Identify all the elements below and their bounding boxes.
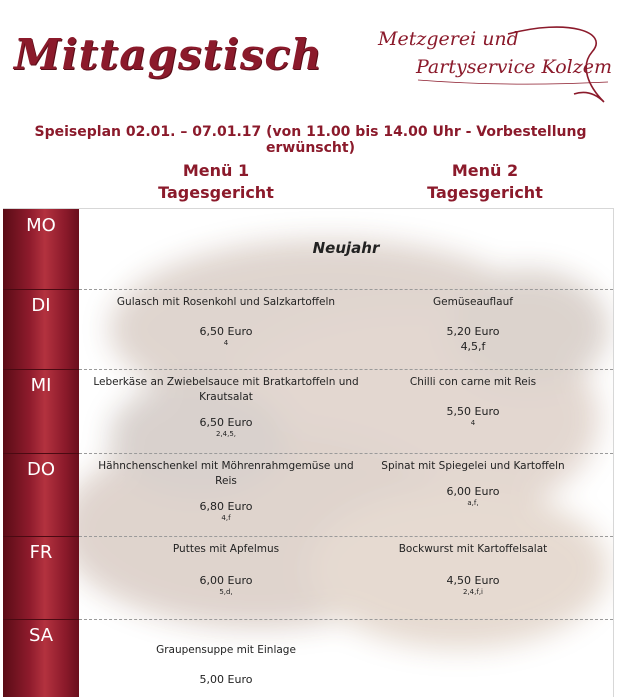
row-divider [79,453,613,454]
row-divider [79,369,613,370]
menu-2-cell [348,459,598,508]
menu-1-header [96,160,336,204]
logo-line-1: Metzgerei und [378,28,519,50]
dish-name: Leberkäse an Zwiebelsauce mit Bratkartoffeln und Krautsalat [93,376,359,403]
day-row-friday [3,536,613,619]
dish-price: 6,00 Euro [446,485,500,498]
menu-1-cell [91,459,361,523]
day-label: SA [28,625,54,646]
day-label: DO [26,459,56,480]
allergen-codes: 2,4,5, [215,430,237,438]
menu-2-cell [348,542,598,597]
menu-2-name: Menü 2 [451,161,519,180]
holiday-label: Neujahr [312,239,380,257]
page-title: Mittagstisch [14,30,323,79]
menu-2-cell [348,295,598,354]
day-row-tuesday [3,289,613,369]
day-row-monday [3,209,613,289]
dish-name: Gulasch mit Rosenkohl und Salzkartoffeln [116,296,336,308]
menu-table [3,208,614,697]
allergen-codes: a,f, [467,499,479,507]
allergen-codes: 4 [223,339,229,347]
day-label: MI [30,375,52,396]
row-divider [79,289,613,290]
dish-name: Hähnchenschenkel mit Möhrenrahmgemüse und Reis [98,460,354,487]
menu-1-cell [91,643,361,687]
menu-1-cell [91,295,361,348]
dish-price: 6,50 Euro [199,416,253,429]
day-label: DI [31,295,51,316]
dish-price: 6,50 Euro [199,325,253,338]
allergen-codes: 5,d, [219,588,233,596]
dish-name: Chilli con carne mit Reis [409,376,537,388]
day-label: FR [29,542,53,563]
menu-2-cell [348,375,598,428]
dish-name: Puttes mit Apfelmus [172,543,280,555]
row-divider [79,536,613,537]
dish-price: 5,00 Euro [199,673,253,686]
menu-1-type: Tagesgericht [158,183,274,202]
dish-name: Graupensuppe mit Einlage [156,644,296,656]
allergen-codes: 4 [470,419,476,427]
day-row-thursday [3,453,613,536]
dish-name: Spinat mit Spiegelei und Kartoffeln [381,460,565,472]
menu-1-name: Menü 1 [182,161,250,180]
dish-name: Gemüseauflauf [433,296,513,308]
day-row-wednesday [3,369,613,453]
dish-price: 5,50 Euro [446,405,500,418]
menu-2-type: Tagesgericht [427,183,543,202]
menu-1-cell [91,542,361,597]
allergen-codes: 4,f [221,514,231,522]
dish-name: Bockwurst mit Kartoffelsalat [398,543,548,555]
logo-line-2: Partyservice Kolzem [416,56,612,78]
dish-price: 6,80 Euro [199,500,253,513]
dish-price: 4,50 Euro [446,574,500,587]
dish-price: 5,20 Euro [446,325,500,338]
row-divider [79,619,613,620]
menu-subtitle: Speiseplan 02.01. – 07.01.17 (von 11.00 bis 14.00 Uhr - Vorbestellung erwünscht) [34,124,587,156]
menu-2-header [365,160,605,204]
menu-1-cell [91,375,361,439]
day-row-saturday [3,619,613,697]
dish-price: 6,00 Euro [199,574,253,587]
day-label: MO [26,215,56,236]
allergen-codes: 2,4,f,i [463,588,483,596]
allergen-codes: 4,5,f [460,340,486,353]
company-logo [378,24,618,114]
